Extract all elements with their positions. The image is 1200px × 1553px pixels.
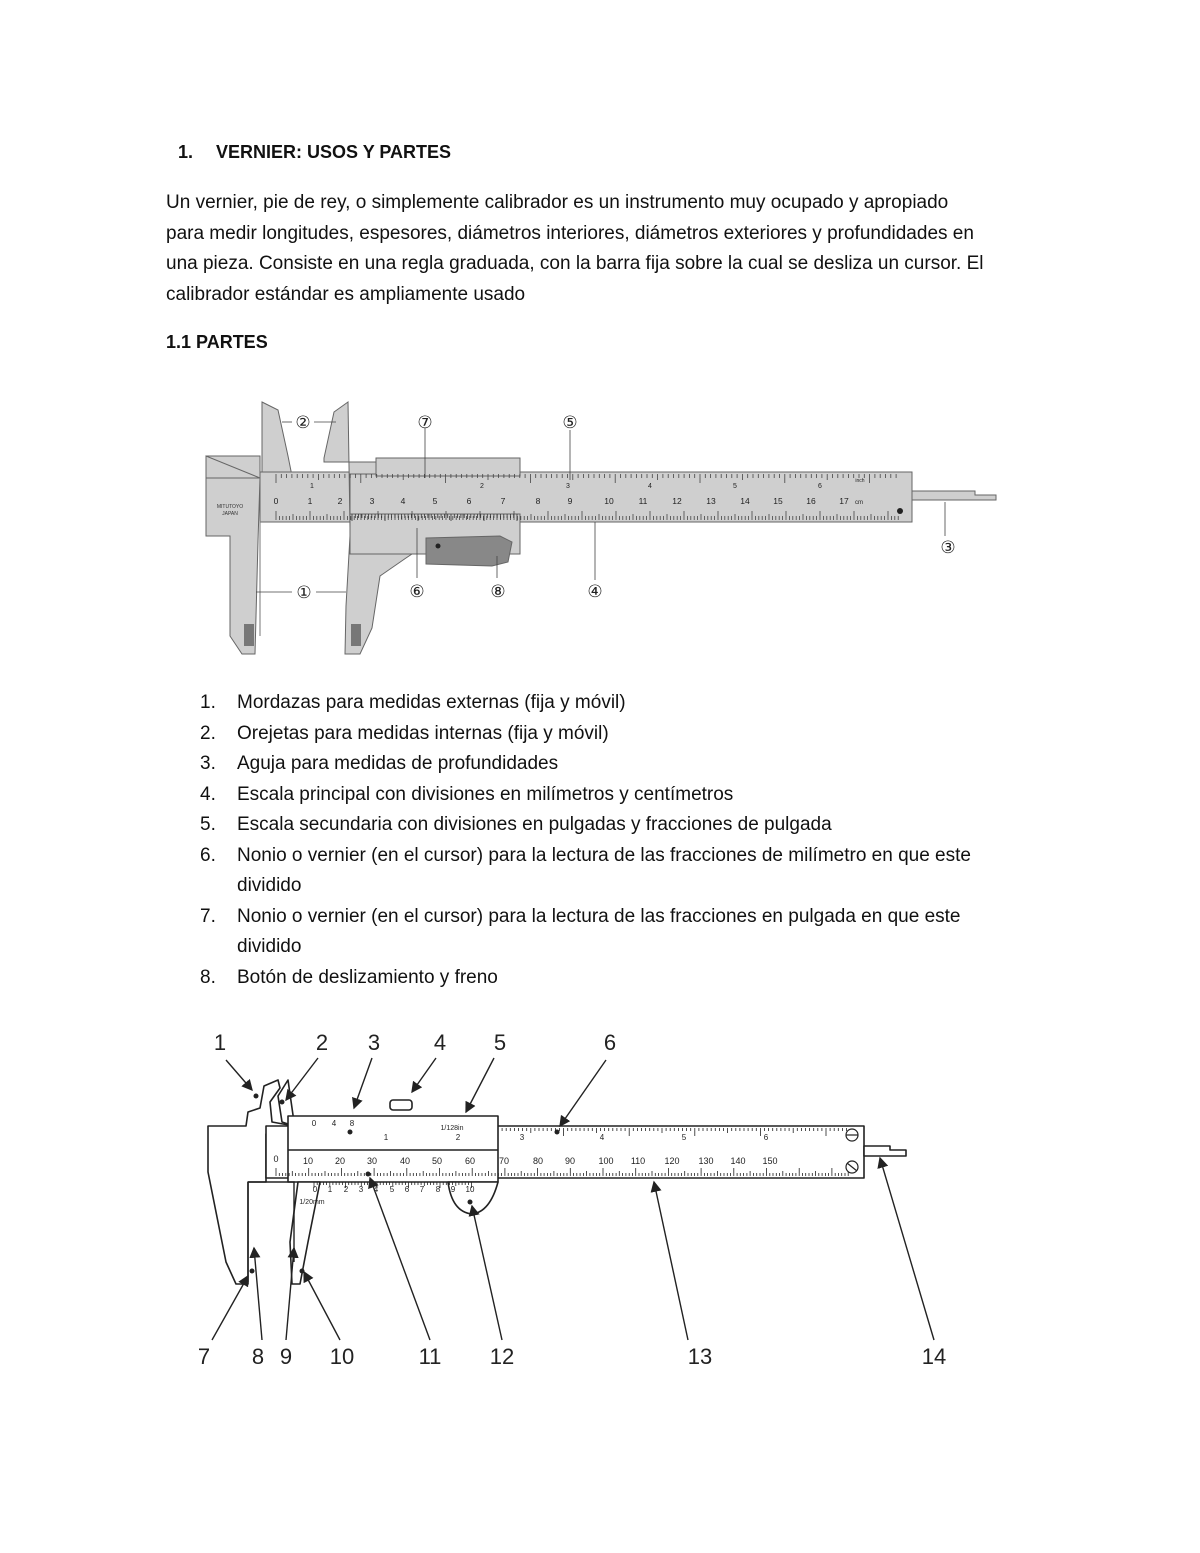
callout-2: ② [295, 413, 311, 432]
callout-1: 1 [213, 1030, 227, 1055]
callout-4: ④ [587, 582, 603, 601]
list-item [200, 780, 1060, 811]
inch-scale-label: 3 [566, 483, 570, 490]
fixed-jaw [206, 402, 292, 654]
inch-vernier-label: 8 [349, 1119, 355, 1128]
callout-5: ⑤ [562, 413, 578, 432]
inch-scale-label: 5 [733, 483, 737, 490]
callout-8: 8 [251, 1344, 265, 1369]
list-item [200, 810, 1060, 841]
callout-13: 13 [687, 1344, 713, 1369]
callout-2: 2 [315, 1030, 329, 1055]
callout-12: 12 [489, 1344, 515, 1369]
mm-scale-label: 20 [334, 1156, 346, 1166]
mm-scale-label: 50 [431, 1156, 443, 1166]
cm-unit-label: cm [855, 500, 863, 506]
vernier-label: 5 [389, 1185, 395, 1194]
vernier-label: 0 [312, 1185, 318, 1194]
section-title: VERNIER: USOS Y PARTES [216, 142, 452, 162]
caliper-figure-1 [200, 396, 1000, 658]
inch-scale-label: 3 [519, 1133, 525, 1142]
inch-scale-label: 6 [763, 1133, 769, 1142]
mm-scale-label: 150 [762, 1156, 778, 1166]
list-item [200, 719, 1060, 750]
list-number: 3. [200, 753, 216, 774]
callout-7: ⑦ [417, 413, 433, 432]
list-text: Mordazas para medidas externas (fija y móvil) [237, 692, 626, 713]
mm-scale-label: 120 [664, 1156, 680, 1166]
callout-4: 4 [433, 1030, 447, 1055]
inch-vernier-label: 0 [311, 1119, 317, 1128]
vernier-label: 2 [343, 1185, 349, 1194]
list-number: 2. [200, 722, 216, 744]
list-number: 6. [200, 844, 216, 866]
mm-scale-label: 100 [598, 1156, 614, 1166]
list-number: 7. [200, 905, 216, 927]
main-scale-label: 11 [638, 496, 648, 506]
list-text-continuation: dividido [237, 875, 302, 896]
mm-scale-label: 30 [366, 1156, 378, 1166]
main-scale-label: 0 [273, 496, 279, 506]
inch-vernier-unit: 1/128in [440, 1125, 464, 1132]
callout-14: 14 [921, 1344, 947, 1369]
main-scale-label: 2 [337, 496, 343, 506]
inch-scale-label: 4 [599, 1133, 605, 1142]
vernier-label: 8 [435, 1185, 441, 1194]
main-scale-label: 7 [500, 496, 506, 506]
list-text: Orejetas para medidas internas (fija y móvil) [237, 722, 609, 744]
main-scale-label: 16 [806, 496, 816, 506]
paragraph-line: para medir longitudes, espesores, diámetros interiores, diámetros exteriores y profundidades en [166, 222, 974, 244]
list-number: 1. [200, 692, 216, 713]
list-text: Nonio o vernier (en el cursor) para la lectura de las fracciones de milímetro en que este [237, 844, 971, 866]
callout-9: 9 [279, 1344, 293, 1369]
section-number: 1. [178, 142, 194, 162]
main-scale-label: 5 [432, 496, 438, 506]
inch-scale-label: 1 [310, 483, 314, 490]
list-text: Escala secundaria con divisiones en pulgadas y fracciones de pulgada [237, 814, 832, 835]
vernier-label: 6 [404, 1185, 410, 1194]
paragraph-line: una pieza. Consiste en una regla graduada, con la barra fija sobre la cual se desliza un cursor. El [166, 253, 984, 274]
vernier-label: 7 [419, 1185, 425, 1194]
mm-scale-label: 60 [464, 1156, 476, 1166]
caliper-figure-2 [190, 1022, 950, 1372]
main-scale-label: 14 [740, 496, 750, 506]
thumb-button [426, 536, 512, 566]
brand-label: MITUTOYO [216, 504, 244, 510]
cursor-frame [288, 1116, 498, 1182]
list-item [200, 902, 1060, 963]
mm-vernier-unit: 1/20mm [299, 1199, 325, 1206]
callout-6: ⑥ [409, 582, 425, 601]
inch-scale-label: 6 [818, 483, 822, 490]
main-scale-label: 10 [604, 496, 614, 506]
parts-list [200, 688, 1060, 993]
list-number: 8. [200, 966, 216, 988]
inch-scale-label: 4 [648, 483, 652, 490]
callout-7: 7 [197, 1344, 211, 1369]
inch-vernier-label: 4 [331, 1119, 337, 1128]
depth-rod [864, 1146, 906, 1156]
main-scale-label: 6 [466, 496, 472, 506]
cursor-frame [376, 458, 520, 476]
callout-11: 11 [418, 1344, 442, 1369]
list-item [200, 841, 1060, 902]
main-scale-label: 4 [400, 496, 406, 506]
main-scale-label: 3 [369, 496, 375, 506]
mm-scale-label: 90 [564, 1156, 576, 1166]
mm-scale-label: 140 [730, 1156, 746, 1166]
callout-6: 6 [603, 1030, 617, 1055]
list-text-continuation: dividido [237, 936, 302, 957]
vernier-label: 3 [358, 1185, 364, 1194]
intro-paragraph [166, 188, 1046, 310]
mm-scale-label: 10 [302, 1156, 314, 1166]
mm-scale-label: 80 [532, 1156, 544, 1166]
mm-scale-label: 130 [698, 1156, 714, 1166]
list-item [200, 688, 1060, 719]
list-text: Nonio o vernier (en el cursor) para la lectura de las fracciones en pulgada en que este [237, 905, 961, 927]
subsection-title: 1.1 PARTES [166, 332, 268, 352]
main-scale-label: 9 [567, 496, 573, 506]
inch-scale-label: 2 [455, 1133, 461, 1142]
main-scale-label: 12 [672, 496, 682, 506]
paragraph-line: calibrador estándar es ampliamente usado [166, 283, 526, 305]
list-text: Escala principal con divisiones en milímetros y centímetros [237, 783, 734, 805]
inch-scale-label: 5 [681, 1133, 687, 1142]
callout-3: ③ [940, 538, 956, 557]
vernier-label: 9 [450, 1185, 456, 1194]
inch-unit-label: inch [855, 478, 865, 484]
main-scale-label: 1 [307, 496, 313, 506]
mm-scale-label: 0 [273, 1154, 279, 1164]
inch-scale-label: 2 [480, 483, 484, 490]
depth-rod [912, 491, 996, 500]
main-scale-label: 15 [773, 496, 783, 506]
callout-1: ① [296, 583, 312, 602]
list-item [200, 963, 1060, 994]
mm-scale-label: 40 [399, 1156, 411, 1166]
callout-10: 10 [329, 1344, 355, 1369]
paragraph-line: Un vernier, pie de rey, o simplemente calibrador es un instrumento muy ocupado y apropiado [166, 192, 949, 213]
main-scale-label: 8 [535, 496, 541, 506]
callout-5: 5 [493, 1030, 507, 1055]
lock-screw [390, 1100, 412, 1110]
main-scale-label: 13 [706, 496, 716, 506]
callout-3: 3 [367, 1030, 381, 1055]
section-heading [178, 142, 451, 163]
callout-8: ⑧ [490, 582, 506, 601]
vernier-label: 1 [327, 1185, 333, 1194]
main-scale-label: 17 [839, 496, 849, 506]
inch-scale-label: 1 [383, 1133, 389, 1142]
list-text: Aguja para medidas de profundidades [237, 753, 559, 774]
list-number: 4. [200, 783, 216, 805]
vernier-label: 10 [465, 1185, 475, 1194]
vernier-label: 4 [373, 1185, 379, 1194]
mm-scale-label: 110 [630, 1156, 646, 1166]
list-item [200, 749, 1060, 780]
list-number: 5. [200, 814, 216, 835]
list-text: Botón de deslizamiento y freno [237, 966, 498, 988]
mm-scale-label: 70 [498, 1156, 510, 1166]
origin-label: JAPAN [222, 511, 238, 517]
